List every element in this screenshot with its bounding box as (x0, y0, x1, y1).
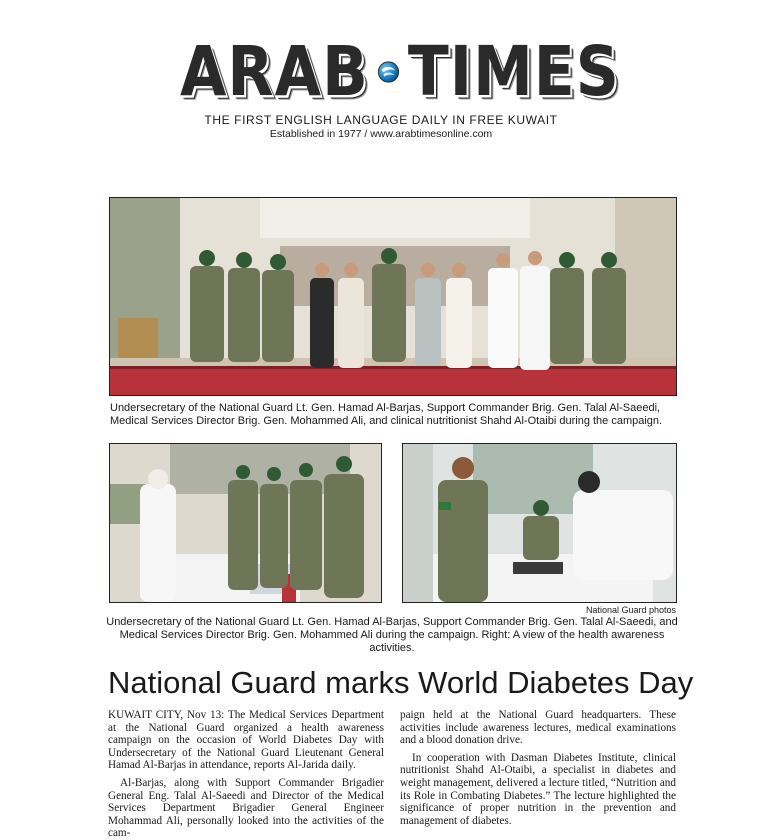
bottom-photos-caption: Undersecretary of the National Guard Lt. Gen. Hamad Al-Barjas, Support Commander Brig. Gen. Talal Al-Saeedi, and Medical Services Director Brig. Gen. Mohammed Ali during the campaign. Right: A view of the health awareness activities. (106, 616, 678, 654)
article-column-left (108, 709, 384, 840)
top-photo-caption: Undersecretary of the National Guard Lt. Gen. Hamad Al-Barjas, Support Commander Brig. Gen. Talal Al-Saeedi, Medical Services Director Brig. Gen. Mohammed Ali, and clinical nutritionist Shahd Al-Otaibi during the campaign. (110, 402, 663, 427)
photo-visit-illustration (110, 444, 381, 602)
masthead-title-right: TIMES (407, 31, 620, 113)
masthead-logo (180, 31, 620, 113)
photo-group-illustration (110, 198, 676, 395)
masthead-title-left: ARAB (180, 31, 369, 113)
photo-group (109, 197, 677, 396)
article-column-right (400, 709, 676, 827)
article-paragraph: In cooperation with Dasman Diabetes Institute, clinical nutritionist Shahd Al-Otaibi, a specialist in diabetes and weight management, delivered a lecture titled, “Nutrition and its Role in Combating Diabetes.” The lecture highlighted the significance of proper nutrition in the prevention and management of diabetes. (400, 751, 676, 827)
photo-checkup (402, 443, 677, 603)
globe-icon (377, 47, 400, 97)
photo-visit (109, 443, 382, 603)
article-paragraph: paign held at the National Guard headquarters. These activities include awareness lectures, medical examinations and a blood donation drive. (400, 709, 676, 747)
photo-checkup-illustration (403, 444, 676, 602)
article-paragraph: KUWAIT CITY, Nov 13: The Medical Services Department at the National Guard organized a health awareness campaign on the occasion of World Diabetes Day with Undersecretary of the National Guard Lieutenant General Hamad Al-Barjas in attendance, reports Al-Jarida daily. (108, 709, 384, 772)
article-headline: National Guard marks World Diabetes Day (108, 665, 694, 700)
photo-credit: National Guard photos (585, 605, 676, 615)
masthead-established: Established in 1977 / www.arabtimesonline.com (269, 128, 493, 140)
article-paragraph: Al-Barjas, along with Support Commander Brigadier General Eng. Talal Al-Saeedi and Director of the Medical Services Department Brigadier General Engineer Mohammad Ali, personally looked into the activities of the cam- (108, 776, 384, 840)
masthead-tagline: THE FIRST ENGLISH LANGUAGE DAILY IN FREE KUWAIT (204, 113, 558, 127)
